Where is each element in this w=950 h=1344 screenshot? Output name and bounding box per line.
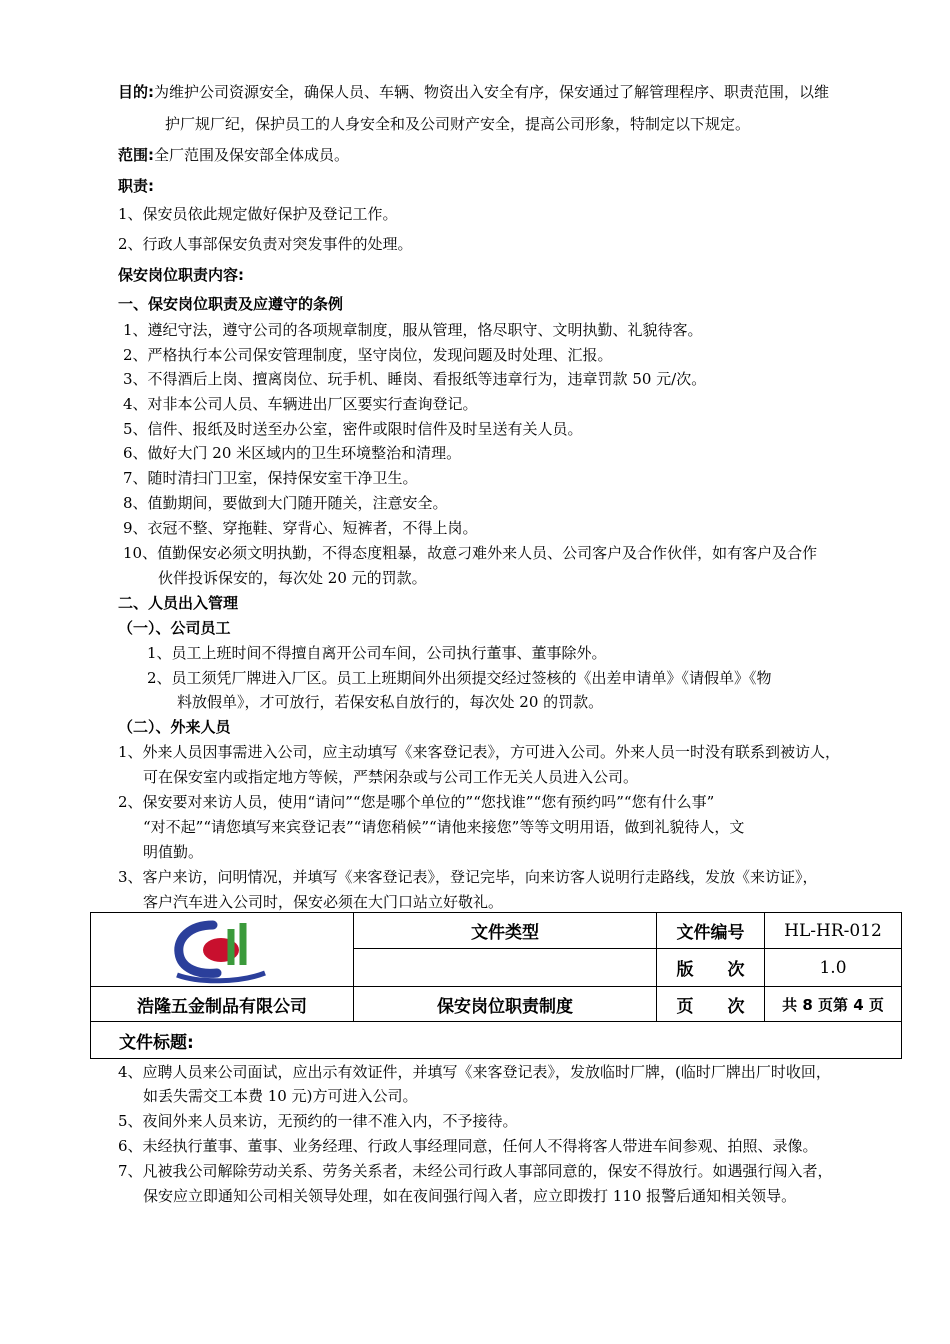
version-value: 1.0 [819,957,847,978]
page-label: 页 次 [676,996,745,1017]
section-1-item: 2、严格执行本公司保安管理制度，坚守岗位，发现问题及时处理、汇报。 [123,346,613,364]
subsection-2-item-1-line-1: 1、外来人员因事需进入公司，应主动填写《来客登记表》，方可进入公司。外来人员一时没有联系到被访人， [118,743,841,761]
purpose-label: 目的: [118,83,154,101]
subsection-2-item-2-line-1: 2、保安要对来访人员，使用“请问”“您是哪个单位的”“您找谁”“您有预约吗”“您有什么事” [118,793,715,811]
company-logo-icon [169,917,269,985]
version-label: 版 次 [676,960,745,980]
subsection-2-item-3-line-2: 客户汽车进入公司时，保安必须在大门口站立好敬礼。 [143,893,504,911]
bottom-item-6: 6、未经执行董事、董事、业务经理、行政人事经理同意，任何人不得将客人带进车间参观、拍照、录像。 [118,1137,818,1155]
section-1-item: 5、信件、报纸及时送至办公室，密件或限时信件及时呈送有关人员。 [123,420,583,438]
section-1-item: 1、遵纪守法，遵守公司的各项规章制度，服从管理，恪尽职守、文明执勤、礼貌待客。 [123,321,703,339]
section-1-item-10-line-1: 10、值勤保安必须文明执勤，不得态度粗暴，故意刁难外来人员、公司客户及合作伙伴，如有客户及合作 [123,544,818,562]
bottom-item-7-line-1: 7、凡被我公司解除劳动关系、劳务关系者，未经公司行政人事部同意的，保安不得放行。如遇强行闯入者， [118,1162,833,1180]
subsection-1-item-2-line-1: 2、员工须凭厂牌进入厂区。员工上班期间外出须提交经过签核的《出差申请单》《请假单》《物 [147,669,772,687]
company-logo [169,917,269,985]
section-1-item: 7、随时清扫门卫室，保持保安室干净卫生。 [123,469,418,487]
subsection-2-item-2-line-2: “对不起”“请您填写来宾登记表”“请您稍候”“请他来接您”等等文明用语，做到礼貌待人，文 [143,818,745,836]
doc-no-value: HL-HR-012 [784,920,882,941]
subsection-1-item-1: 1、员工上班时间不得擅自离开公司车间，公司执行董事、董事除外。 [147,644,607,662]
bottom-item-5: 5、夜间外来人员来访，无预约的一律不准入内，不予接待。 [118,1112,518,1130]
scope-label: 范围: [118,146,154,164]
section-1-item: 6、做好大门 20 米区域内的卫生环境整治和清理。 [123,444,462,462]
duty-item-2: 2、行政人事部保安负责对突发事件的处理。 [118,235,413,253]
bottom-item-7-line-2: 保安应立即通知公司相关领导处理，如在夜间强行闯入者，应立即拨打 110 报警后通知相关领导。 [143,1187,797,1205]
subsection-2-item-3-line-1: 3、客户来访，问明情况，并填写《来客登记表》，登记完毕，向来访客人说明行走路线，发放《来访证》， [118,868,818,886]
section-1-item: 3、不得酒后上岗、擅离岗位、玩手机、睡岗、看报纸等违章行为，违章罚款 50 元/次。 [123,370,707,388]
page-value: 共 8 页第 4 页 [782,995,884,1014]
scope-text: 全厂范围及保安部全体成员。 [154,146,350,164]
doc-title-label: 文件标题: [119,1032,194,1053]
document-header-table [90,912,902,1059]
scope-line [118,145,349,165]
purpose-line-1 [118,82,829,102]
duty-item-1: 1、保安员依此规定做好保护及登记工作。 [118,205,398,223]
subsection-2-item-2-line-3: 明值勤。 [143,843,204,861]
subsection-1-item-2-line-2: 料放假单》，才可放行，若保安私自放行的，每次处 20 的罚款。 [177,693,604,711]
section-1-item: 9、衣冠不整、穿拖鞋、穿背心、短裤者，不得上岗。 [123,519,478,537]
section-2-title: 二、人员出入管理 [118,594,239,612]
section-1-item-10-line-2: 伙伴投诉保安的，每次处 20 元的罚款。 [158,569,427,587]
company-name: 浩隆五金制品有限公司 [137,996,307,1017]
doc-name: 保安岗位职责制度 [437,996,573,1017]
purpose-line-2: 护厂规厂纪，保护员工的人身安全和及公司财产安全，提高公司形象，特制定以下规定。 [165,115,751,133]
section-1-item: 8、值勤期间，要做到大门随开随关，注意安全。 [123,494,448,512]
bottom-item-4-line-2: 如丢失需交工本费 10 元)方可进入公司。 [143,1087,418,1105]
subsection-2-item-1-line-2: 可在保安室内或指定地方等候，严禁闲杂或与公司工作无关人员进入公司。 [143,768,639,786]
bottom-item-4-line-1: 4、应聘人员来公司面试，应出示有效证件，并填写《来客登记表》，发放临时厂牌，(临时厂牌出厂时收回， [118,1063,831,1081]
duty-label: 职责: [118,177,154,195]
subsection-2-title: （二）、外来人员 [118,718,231,736]
doc-type-label: 文件类型 [471,923,539,943]
doc-no-label: 文件编号 [676,923,745,943]
content-title: 保安岗位职责内容: [118,266,244,284]
purpose-text-1: 为维护公司资源安全，确保人员、车辆、物资出入安全有序，保安通过了解管理程序、职责范围，以维 [154,83,830,101]
section-1-title: 一、保安岗位职责及应遵守的条例 [118,295,344,313]
subsection-1-title: （一）、公司员工 [118,619,231,637]
section-1-item: 4、对非本公司人员、车辆进出厂区要实行查询登记。 [123,395,478,413]
